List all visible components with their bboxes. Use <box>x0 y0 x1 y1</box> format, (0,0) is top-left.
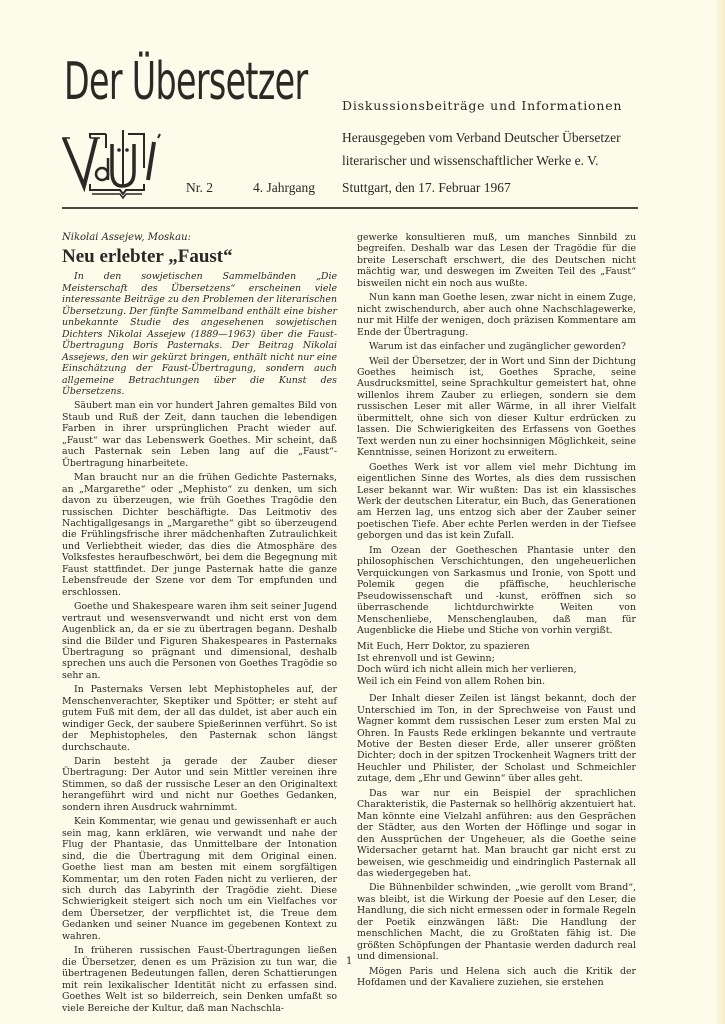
article-headline: Neu erlebter „Faust“ <box>62 246 233 268</box>
paragraph: Man braucht nur an die frühen Gedichte Pasternaks, an „Margarethe“ oder „Mephisto“ zu denken, um sich davon zu überzeugen, wie früh Goethes Tragödie den russischen Dichter beschäftigte. Das Leitmotiv des Nachtigallgesangs in „Margarethe“ gibt so überzeugend die Frühlingsfrische ihrer mädchenhaften Zutraulichkeit und Verliebtheit wieder, das dies die Atmosphäre des Volksfestes heraufbeschwört, bei dem die Begegnung mit Faust stattfindet. Der junge Pasternak hatte die ganze Lebensfreude der Szene vor dem Tor empfunden und erschlossen. <box>62 472 337 598</box>
paragraph: Weil der Übersetzer, der in Wort und Sinn der Dichtung Goethes heimisch ist, Goethes Sprache, seine Ausdrucksmittel, seine Sprachkultur gemeistert hat, ohne willenlos ihrem Zauber zu erliegen, sondern sie dem russischen Leser mit aller Wärme, in all ihrer Vielfalt übermittelt, ohne sich von dieser Kultur erdrücken zu lassen. Die Schwierigkeiten des Erfassens von Goethes Text werden nun zu einer hochsinnigen Möglichkeit, seine Kenntnisse, seinen Horizont zu erweitern. <box>357 355 636 459</box>
article-column-right <box>357 232 636 992</box>
paragraph: Im Ozean der Goetheschen Phantasie unter den philosophischen Verschichtungen, den ungeheuerlichen Verquickungen von Sarkasmus und Ironie, von Spott und Polemik gegen die pfäffische, heuchlerische Pseudowissenschaft und -kunst, eröffnen sich so überraschende lichtdurchwirkte Weiten von Menschenliebe, Menschenglauben, daß man für Augenblicke die Hiebe und Stiche von vorhin vergißt. <box>357 544 636 636</box>
article-lead: In den sowjetischen Sammelbänden „Die Meisterschaft des Übersetzens“ erscheinen viele interessante Beiträge zu den Problemen der literarischen Übersetzung. Der fünfte Sammelband enthält eine bisher unbekannte Studie des angesehenen sowjetischen Dichters Nikolai Assejew (1889—1963) über die Faust-Übertragung Boris Pasternaks. Der Beitrag Nikolai Assejews, den wir gekürzt bringen, enthält nicht nur eine Einschätzung der Faust-Übertragung, sondern auch allgemeine Betrachtungen über die Kunst des Übersetzens. <box>62 271 337 397</box>
publisher-info <box>342 126 621 172</box>
verse-line: Mit Euch, Herr Doktor, zu spazieren <box>357 641 530 653</box>
paragraph: Säubert man ein vor hundert Jahren gemaltes Bild von Staub und Ruß der Zeit, dann tauchen die lebendigen Farben in ihrer ursprünglichen Pracht wieder auf. „Faust“ war das Lebenswerk Goethes. Mir scheint, daß auch Pasternak sein Leben lang auf die „Faust“-Übertragung hinarbeitete. <box>62 400 337 469</box>
paragraph: Goethes Werk ist vor allem viel mehr Dichtung im eigentlichen Sinne des Wortes, als dies dem russischen Leser bekannt war. Wir wußten: Das ist ein klassisches Werk der deutschen Literatur, ein Buch, das Generationen am Herzen lag, uns entzog sich aber der Zauber seiner poetischen Tiefe. Aber echte Perlen werden in der Tiefsee geborgen und das ist kein Zufall. <box>357 461 636 542</box>
paragraph: In früheren russischen Faust-Übertragungen ließen die Übersetzer, denen es um Präzision zu tun war, die übertragenen Bedeutungen fallen, deren Schattierungen mit rein lexikalischer Identität nicht zu erfassen sind. Goethes Welt ist so bilderreich, sein Denken umfaßt so viele Bereiche der Kultur, daß man Nachschla- <box>62 945 337 1014</box>
paragraph: Darin besteht ja gerade der Zauber dieser Übertragung: Der Autor und sein Mittler vereinen ihre Stimmen, so daß der russische Leser an den Originaltext herangeführt wird und nicht nur Goethes Gedanken, sondern ihren Ausdruck wahrnimmt. <box>62 756 337 813</box>
publisher-line-2: literarischer und wissenschaftlicher Werke e. V. <box>342 153 599 168</box>
paragraph: Der Inhalt dieser Zeilen ist längst bekannt, doch der Unterschied im Ton, in der Sprechweise von Faust und Wagner kommt dem russischen Leser zum ersten Mal zu Ohren. In Fausts Rede erklingen bekannte und vertraute Motive der Besten dieser Erde, aller unserer größten Dichter; doch in der spitzen Trockenheit Wagners tritt der Heuchler und Philister, der Scholast und Schmeichler zutage, dem „Ehr und Gewinn“ über alles geht. <box>357 693 636 785</box>
paper-edge-shadow <box>715 0 725 1024</box>
place-date: Stuttgart, den 17. Februar 1967 <box>342 180 511 195</box>
vdu-book-logo-icon <box>62 128 174 200</box>
paragraph: Warum ist das einfacher und zugänglicher geworden? <box>369 341 626 353</box>
issue-number: Nr. 2 <box>186 180 213 195</box>
verse-line: Ist ehrenvoll und ist Gewinn; <box>357 652 495 664</box>
paragraph: Kein Kommentar, wie genau und gewissenhaft er auch sein mag, kann erklären, wie verwandt und nahe der Flug der Phantasie, das Unmittelbare der Intonation sind, die die Übertragung mit dem Original einen. Goethe liest man am besten mit einem sorgfältigen Kommentar, um den roten Faden nicht zu verlieren, der sich durch das Labyrinth der Tragödie zieht. Diese Schwierigkeit steigert sich noch um ein Vielfaches vor dem Übersetzer, der verpflichtet ist, die Treue dem Gedanken und seiner Nuance im gegebenen Kontext zu wahren. <box>62 816 337 942</box>
header-rule <box>62 207 638 209</box>
paragraph: Das war nur ein Beispiel der sprachlichen Charakteristik, die Pasternak so hellhörig akzentuiert hat. Man könnte eine Vielzahl anführen: aus den Gesprächen der Städter, aus den Worten der Höflinge und sogar in den Aussprüchen der Ungeheuer, als die Goethe seine Widersacher getarnt hat. Man braucht gar nicht erst zu beweisen, wie geschmeidig und eindringlich Pasternak all das wiedergegeben hat. <box>357 787 636 880</box>
paragraph: Nun kann man Goethe lesen, zwar nicht in einem Zuge, nicht zwischendurch, aber auch ohne Nachschlagewerke, nur mit Hilfe der wenigen, doch präzisen Kommentare am Ende der Übertragung. <box>357 292 636 338</box>
masthead-tagline: Diskussionsbeiträge und Informationen <box>342 98 623 113</box>
paragraph: Mögen Paris und Helena sich auch die Kritik der Hofdamen und der Kavaliere zuziehen, sie erstehen <box>357 965 636 989</box>
verse-line: Weil ich ein Feind von allem Rohen bin. <box>357 675 546 687</box>
verse-quote <box>357 641 636 687</box>
paragraph: Goethe und Shakespeare waren ihm seit seiner Jugend vertraut und wesensverwandt und nicht erst von dem Augenblick an, da er sie zu übertragen begann. Deshalb sind die Bilder und Figuren Shakespeares in Pasternaks Übertragung so prägnant und dimensional, deshalb sprechen uns auch die Personen von Goethes Tragödie so sehr an. <box>62 601 337 681</box>
paragraph: Die Bühnenbilder schwinden, „wie gerollt vom Brand“, was bleibt, ist die Wirkung der Poesie auf den Leser, die Handlung, die sich nicht ermessen oder in formale Regeln der Poetik einzwängen läßt: Die Handlung der menschlichen Macht, die zu Großtaten fähig ist. Die größten Schöpfungen der Phantasie werden dadurch real und dimensional. <box>357 882 636 963</box>
article-byline: Nikolai Assejew, Moskau: <box>62 232 191 243</box>
masthead-title: Der Übersetzer <box>64 52 308 112</box>
paragraph: In Pasternaks Versen lebt Mephistopheles auf, der Menschenverachter, Skeptiker und Spötter; er steht auf gutem Fuß mit dem, der all das duldet, ist aber auch ein windiger Geck, der saubere Spießerinnen verführt. So ist der Mephistopheles, den Pasternak schon längst durchschaute. <box>62 684 337 753</box>
article-column-left <box>62 232 337 1017</box>
page-number: 1 <box>346 956 353 967</box>
publisher-line-1: Herausgegeben vom Verband Deutscher Übersetzer <box>342 130 621 145</box>
paragraph-continuation: gewerke konsultieren muß, um manches Sinnbild zu begreifen. Deshalb war das Lesen der Tragödie für die breite Leserschaft erschwert, die des Deutschen nicht mächtig war, und deswegen im Zweiten Teil des „Faust“ bisweilen nicht ein noch aus wußte. <box>357 232 636 289</box>
verse-line: Doch würd ich nicht allein mich her verlieren, <box>357 664 577 676</box>
volume-year: 4. Jahrgang <box>253 180 315 195</box>
